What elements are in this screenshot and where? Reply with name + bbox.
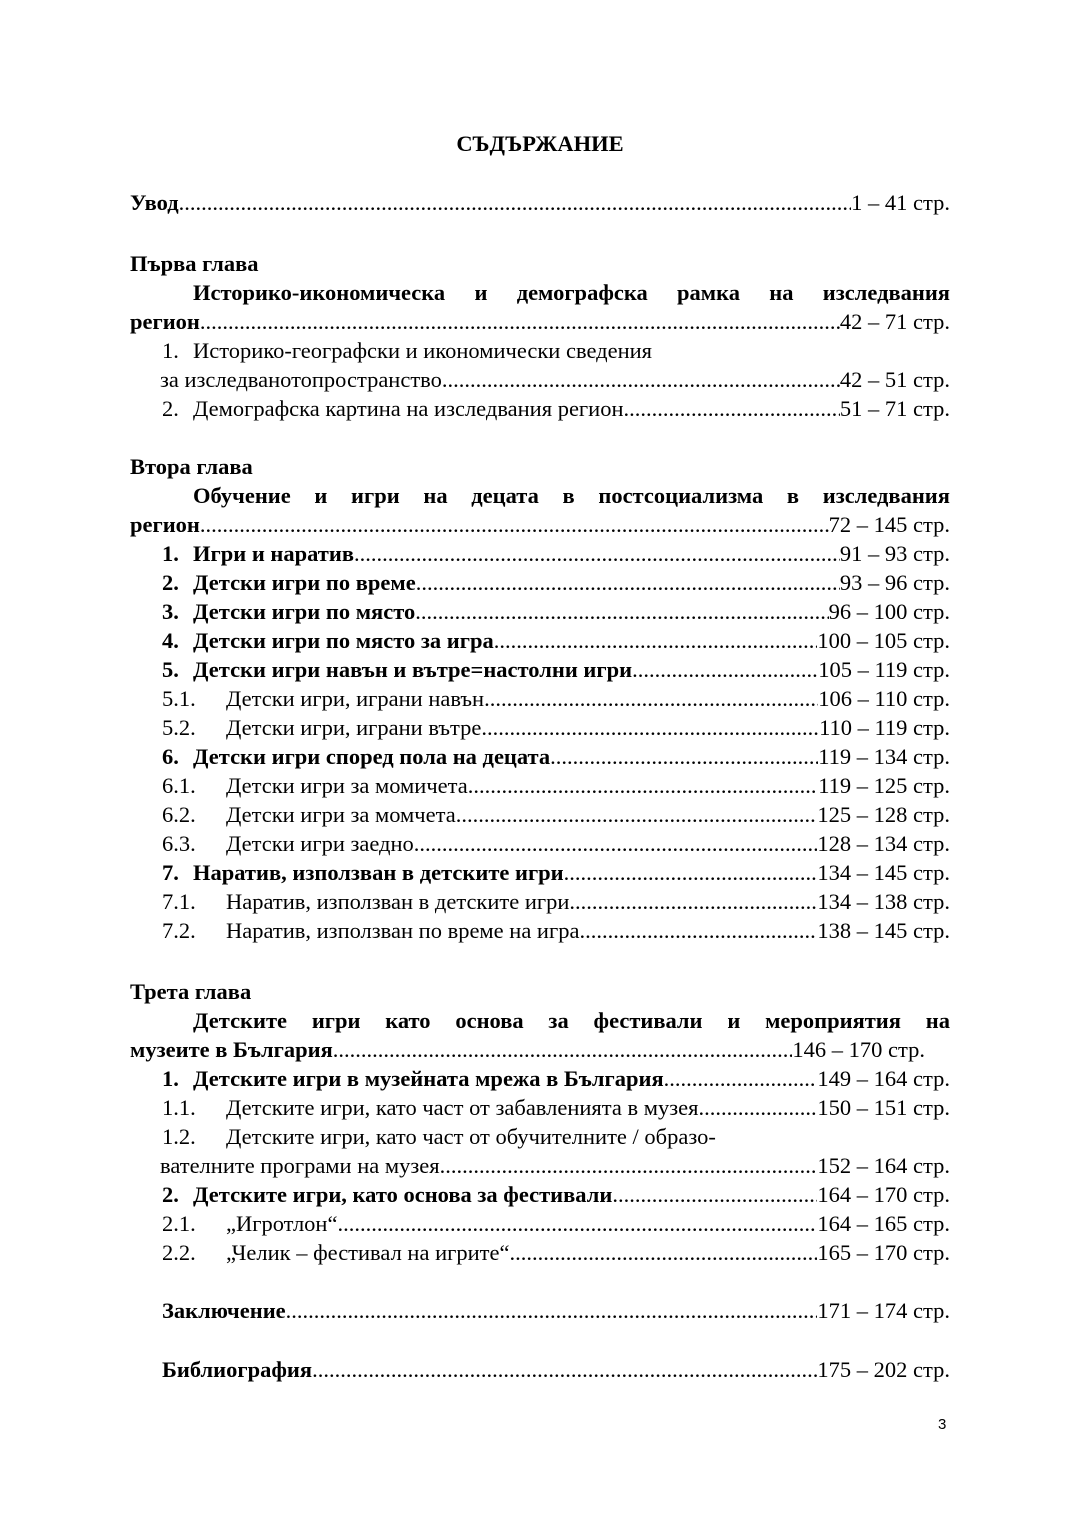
toc-entry[interactable] — [160, 1151, 950, 1180]
toc-label: музеите в България — [130, 1037, 333, 1062]
chapter-heading: Първа глава — [130, 251, 259, 276]
toc-entry-1-2[interactable] — [162, 394, 950, 423]
leader-dots — [442, 365, 840, 394]
page-number: 3 — [938, 1416, 947, 1433]
toc-label: Детските игри, като част от забавленията в музея — [226, 1095, 699, 1120]
toc-pages: 42 – 51 стр. — [839, 367, 950, 392]
leader-dots — [456, 800, 818, 829]
title-word: децата — [471, 483, 539, 508]
toc-num: 5.2. — [162, 715, 196, 740]
toc-num: 3. — [162, 599, 179, 624]
toc-entry[interactable] — [162, 568, 950, 597]
toc-label: регион — [130, 512, 200, 537]
toc-entry-conclusion[interactable] — [162, 1296, 950, 1325]
leader-dots — [440, 1151, 818, 1180]
toc-label: Заключение — [162, 1298, 286, 1323]
toc-entry[interactable] — [162, 1180, 950, 1209]
leader-dots — [624, 394, 840, 423]
title-word: на — [769, 280, 794, 305]
toc-pages: 164 – 170 стр. — [817, 1182, 950, 1207]
toc-pages: 51 – 71 стр. — [839, 396, 950, 421]
title-word: Обучение — [193, 483, 291, 508]
toc-num: 5.1. — [162, 686, 196, 711]
leader-dots — [415, 597, 828, 626]
title-word: и — [727, 1008, 741, 1033]
chapter-heading: Трета глава — [130, 979, 252, 1004]
toc-label: Игри и наратив — [193, 541, 354, 566]
toc-label: Демографска картина на изследвания регион — [193, 396, 624, 421]
toc-entry[interactable] — [162, 684, 950, 713]
leader-dots — [333, 1035, 793, 1064]
toc-entry[interactable] — [162, 742, 950, 771]
leader-dots — [484, 684, 818, 713]
toc-pages: 150 – 151 стр. — [817, 1095, 950, 1120]
toc-entry-intro[interactable] — [130, 188, 950, 217]
toc-num: 6.2. — [162, 802, 196, 827]
toc-pages: 149 – 164 стр. — [817, 1066, 950, 1091]
toc-num: 1.2. — [162, 1124, 196, 1149]
title-word: игри — [311, 1008, 361, 1033]
title-word: Детските — [193, 1008, 288, 1033]
toc-pages: 119 – 134 стр. — [818, 744, 950, 769]
title-word: постсоциализма — [598, 483, 764, 508]
title-word: изследвания — [822, 483, 950, 508]
toc-pages: 42 – 71 стр. — [839, 309, 950, 334]
title-word: игри — [351, 483, 400, 508]
toc-pages: 93 – 96 стр. — [839, 570, 950, 595]
toc-label: Детски игри по място — [193, 599, 416, 624]
title-word: изследвания — [822, 280, 950, 305]
leader-dots — [286, 1296, 818, 1325]
toc-entry[interactable] — [162, 1238, 950, 1267]
leader-dots — [579, 916, 817, 945]
toc-entry-bibliography[interactable] — [162, 1355, 950, 1384]
leader-dots — [354, 539, 840, 568]
chapter-title — [193, 481, 950, 510]
toc-entry[interactable] — [162, 626, 950, 655]
toc-label: регион — [130, 309, 200, 334]
toc-label: Детските игри, като основа за фестивали — [193, 1182, 613, 1207]
toc-label: Детски игри по място за игра — [193, 628, 494, 653]
toc-num: 2. — [162, 570, 179, 595]
title-word: в — [786, 483, 800, 508]
toc-pages: 91 – 93 стр. — [839, 541, 950, 566]
leader-dots — [200, 307, 840, 336]
toc-pages: 96 – 100 стр. — [828, 599, 950, 624]
toc-num: 5. — [162, 657, 179, 682]
leader-dots — [468, 771, 819, 800]
title-word: и — [314, 483, 328, 508]
toc-label: Наратив, използван по време на игра — [226, 918, 580, 943]
toc-label: Детските игри в музейната мрежа в България — [193, 1066, 664, 1091]
toc-num: 1. — [162, 1066, 179, 1091]
page-title: СЪДЪРЖАНИЕ — [456, 131, 624, 156]
toc-num: 2. — [162, 1182, 179, 1207]
title-word: за — [548, 1008, 569, 1033]
toc-pages: 119 – 125 стр. — [818, 773, 950, 798]
leader-dots — [569, 887, 817, 916]
toc-entry[interactable] — [162, 655, 950, 684]
toc-num: 2.2. — [162, 1240, 196, 1265]
toc-entry[interactable] — [162, 887, 950, 916]
leader-dots — [550, 742, 818, 771]
toc-num: 6. — [162, 744, 179, 769]
title-word: основа — [455, 1008, 524, 1033]
toc-label: Наратив, използван в детските игри — [193, 860, 564, 885]
toc-entry-chapter3[interactable] — [130, 1035, 925, 1064]
leader-dots — [337, 1209, 817, 1238]
toc-entry-1-1[interactable] — [160, 365, 950, 394]
toc-pages: 128 – 134 стр. — [817, 831, 950, 856]
toc-pages: 134 – 138 стр. — [817, 889, 950, 914]
toc-pages: 152 – 164 стр. — [817, 1153, 950, 1178]
toc-label: Детски игри заедно — [226, 831, 414, 856]
toc-num: 7. — [162, 860, 179, 885]
title-word: демографска — [516, 280, 648, 305]
toc-label: Детски игри по време — [193, 570, 416, 595]
toc-entry-line[interactable] — [162, 1122, 716, 1151]
toc-pages: 171 – 174 стр. — [817, 1298, 950, 1323]
toc-pages: 106 – 110 стр. — [818, 686, 950, 711]
toc-num: 2.1. — [162, 1211, 196, 1236]
toc-num: 7.2. — [162, 918, 196, 943]
leader-dots — [312, 1355, 817, 1384]
leader-dots — [664, 1064, 818, 1093]
toc-num: 1. — [162, 338, 179, 363]
leader-dots — [200, 510, 829, 539]
toc-num: 2. — [162, 396, 179, 421]
toc-pages: 134 – 145 стр. — [817, 860, 950, 885]
leader-dots — [481, 713, 819, 742]
toc-num: 1. — [162, 541, 179, 566]
toc-entry[interactable] — [162, 713, 950, 742]
chapter-heading: Втора глава — [130, 454, 253, 479]
toc-num: 7.1. — [162, 889, 196, 914]
toc-entry[interactable] — [162, 829, 950, 858]
leader-dots — [416, 568, 840, 597]
toc-pages: 105 – 119 стр. — [818, 657, 950, 682]
leader-dots — [612, 1180, 817, 1209]
toc-entry[interactable] — [162, 539, 950, 568]
title-word: рамка — [677, 280, 740, 305]
title-word: в — [562, 483, 575, 508]
toc-num: 4. — [162, 628, 179, 653]
toc-label: Детски игри, играни навън — [226, 686, 485, 711]
leader-dots — [414, 829, 818, 858]
toc-pages: 72 – 145 стр. — [828, 512, 950, 537]
toc-label: за изследванотопространство — [160, 367, 442, 392]
toc-entry-line[interactable] — [162, 336, 652, 365]
title-word: Историко-икономическа — [193, 280, 446, 305]
toc-entry[interactable] — [162, 1093, 950, 1122]
toc-pages: 146 – 170 стр. — [792, 1037, 925, 1062]
toc-label: Детски игри за момчета — [226, 802, 456, 827]
toc-label: Детски игри според пола на децата — [193, 744, 551, 769]
toc-label: Детски игри за момичета — [226, 773, 468, 798]
toc-pages: 1 – 41 стр. — [851, 190, 950, 215]
toc-num: 6.1. — [162, 773, 196, 798]
toc-pages: 125 – 128 стр. — [817, 802, 950, 827]
toc-entry-chapter1[interactable] — [130, 307, 950, 336]
toc-entry[interactable] — [162, 858, 950, 887]
title-word: и — [474, 280, 488, 305]
toc-label: „Игротлон“ — [226, 1211, 338, 1236]
leader-dots — [179, 188, 851, 217]
leader-dots — [494, 626, 818, 655]
toc-pages: 175 – 202 стр. — [817, 1357, 950, 1382]
toc-entry[interactable] — [162, 916, 950, 945]
toc-entry[interactable] — [162, 597, 950, 626]
toc-label: „Челик – фестивал на игрите“ — [226, 1240, 510, 1265]
leader-dots — [698, 1093, 817, 1122]
leader-dots — [509, 1238, 817, 1267]
chapter-title — [193, 278, 950, 307]
toc-label: Детски игри, играни вътре — [226, 715, 482, 740]
toc-pages: 110 – 119 стр. — [819, 715, 950, 740]
toc-num: 6.3. — [162, 831, 196, 856]
toc-label: Историко-географски и икономически сведения — [193, 338, 653, 363]
title-word: като — [385, 1008, 431, 1033]
toc-entry[interactable] — [162, 1209, 950, 1238]
toc-entry[interactable] — [162, 800, 950, 829]
toc-label: Детски игри навън и вътре=настолни игри — [193, 657, 633, 682]
title-word: фестивали — [593, 1008, 703, 1033]
toc-label: Детските игри, като част от обучителните / образо- — [226, 1124, 716, 1149]
toc-pages: 165 – 170 стр. — [817, 1240, 950, 1265]
toc-num: 1.1. — [162, 1095, 196, 1120]
toc-label: Наратив, използван в детските игри — [226, 889, 570, 914]
leader-dots — [564, 858, 818, 887]
toc-pages: 164 – 165 стр. — [817, 1211, 950, 1236]
toc-entry[interactable] — [162, 771, 950, 800]
toc-entry[interactable] — [162, 1064, 950, 1093]
toc-label: вателните програми на музея — [160, 1153, 440, 1178]
toc-label: Увод — [130, 190, 179, 215]
title-word: на — [423, 483, 448, 508]
title-word: мероприятия — [765, 1008, 901, 1033]
leader-dots — [632, 655, 818, 684]
toc-pages: 100 – 105 стр. — [817, 628, 950, 653]
chapter-title — [193, 1006, 950, 1035]
title-word: на — [925, 1008, 950, 1033]
toc-label: Библиография — [162, 1357, 313, 1382]
toc-entry-chapter2[interactable] — [130, 510, 950, 539]
toc-pages: 138 – 145 стр. — [817, 918, 950, 943]
